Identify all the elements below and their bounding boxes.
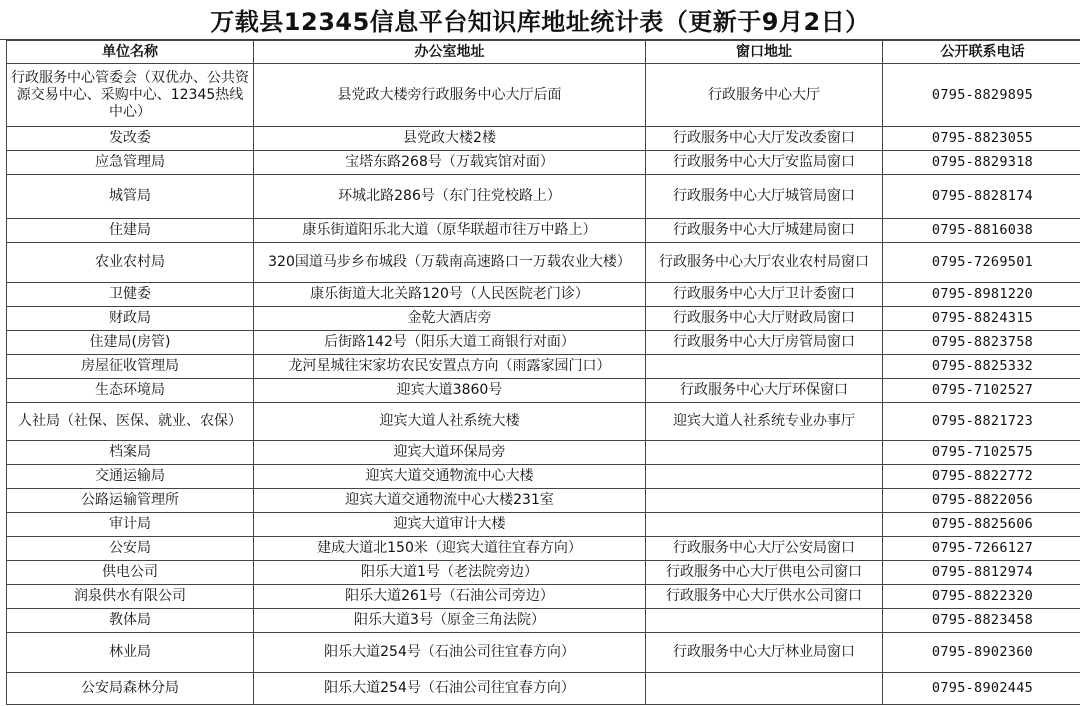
cell-window: 行政服务中心大厅安监局窗口	[646, 151, 883, 175]
cell-phone: 0795-8823458	[883, 609, 1080, 633]
cell-office: 阳乐大道254号（石油公司往宜春方向）	[254, 633, 646, 673]
cell-unit: 公路运输管理所	[7, 489, 254, 513]
cell-phone: 0795-8825606	[883, 513, 1080, 537]
page-title: 万载县12345信息平台知识库地址统计表（更新于9月2日）	[210, 8, 870, 36]
cell-office: 金乾大酒店旁	[254, 307, 646, 331]
cell-office: 迎宾大道交通物流中心大楼231室	[254, 489, 646, 513]
cell-phone: 0795-7102527	[883, 379, 1080, 403]
table-row	[7, 175, 1080, 219]
cell-window: 行政服务中心大厅城建局窗口	[646, 219, 883, 243]
cell-office: 建成大道北150米（迎宾大道往宜春方向）	[254, 537, 646, 561]
title-row	[0, 0, 1080, 40]
table-row	[7, 307, 1080, 331]
table-row	[7, 219, 1080, 243]
cell-phone: 0795-8821723	[883, 403, 1080, 441]
cell-phone: 0795-8828174	[883, 175, 1080, 219]
cell-office: 迎宾大道人社系统大楼	[254, 403, 646, 441]
cell-unit: 财政局	[7, 307, 254, 331]
table-row	[7, 489, 1080, 513]
cell-office: 县党政大楼2楼	[254, 127, 646, 151]
cell-unit: 城管局	[7, 175, 254, 219]
table-row	[7, 151, 1080, 175]
cell-office: 迎宾大道环保局旁	[254, 441, 646, 465]
cell-office: 康乐街道大北关路120号（人民医院老门诊）	[254, 283, 646, 307]
cell-phone: 0795-7102575	[883, 441, 1080, 465]
table-row	[7, 673, 1080, 705]
cell-window: 迎宾大道人社系统专业办事厅	[646, 403, 883, 441]
column-header-window: 窗口地址	[646, 41, 883, 64]
cell-unit: 教体局	[7, 609, 254, 633]
cell-phone: 0795-7269501	[883, 243, 1080, 283]
cell-office: 迎宾大道交通物流中心大楼	[254, 465, 646, 489]
cell-phone: 0795-8902360	[883, 633, 1080, 673]
cell-unit: 审计局	[7, 513, 254, 537]
cell-window	[646, 513, 883, 537]
column-header-phone: 公开联系电话	[883, 41, 1080, 64]
cell-office: 康乐街道阳乐北大道（原华联超市往万中路上）	[254, 219, 646, 243]
cell-unit: 交通运输局	[7, 465, 254, 489]
table-row	[7, 441, 1080, 465]
cell-window: 行政服务中心大厅卫计委窗口	[646, 283, 883, 307]
cell-phone: 0795-7266127	[883, 537, 1080, 561]
table-row	[7, 379, 1080, 403]
cell-window: 行政服务中心大厅城管局窗口	[646, 175, 883, 219]
table-row	[7, 465, 1080, 489]
column-header-office: 办公室地址	[254, 41, 646, 64]
cell-window	[646, 465, 883, 489]
cell-window	[646, 609, 883, 633]
cell-window: 行政服务中心大厅财政局窗口	[646, 307, 883, 331]
cell-office: 宝塔东路268号（万载宾馆对面）	[254, 151, 646, 175]
cell-phone: 0795-8981220	[883, 283, 1080, 307]
cell-office: 阳乐大道1号（老法院旁边）	[254, 561, 646, 585]
cell-unit: 住建局(房管)	[7, 331, 254, 355]
cell-phone: 0795-8829895	[883, 64, 1080, 127]
cell-window	[646, 355, 883, 379]
cell-window: 行政服务中心大厅供电公司窗口	[646, 561, 883, 585]
cell-window: 行政服务中心大厅发改委窗口	[646, 127, 883, 151]
cell-phone: 0795-8822320	[883, 585, 1080, 609]
cell-unit: 公安局	[7, 537, 254, 561]
cell-window	[646, 673, 883, 705]
cell-unit: 住建局	[7, 219, 254, 243]
cell-office: 环城北路286号（东门往党校路上）	[254, 175, 646, 219]
cell-unit: 林业局	[7, 633, 254, 673]
cell-office: 320国道马步乡布城段（万载南高速路口一万载农业大楼）	[254, 243, 646, 283]
cell-unit: 发改委	[7, 127, 254, 151]
cell-phone: 0795-8822056	[883, 489, 1080, 513]
cell-office: 县党政大楼旁行政服务中心大厅后面	[254, 64, 646, 127]
table-row	[7, 561, 1080, 585]
table-row	[7, 585, 1080, 609]
cell-unit: 公安局森林分局	[7, 673, 254, 705]
cell-unit: 应急管理局	[7, 151, 254, 175]
table-row	[7, 403, 1080, 441]
cell-window: 行政服务中心大厅农业农村局窗口	[646, 243, 883, 283]
cell-office: 阳乐大道3号（原金三角法院）	[254, 609, 646, 633]
table-row	[7, 537, 1080, 561]
cell-unit: 生态环境局	[7, 379, 254, 403]
cell-window: 行政服务中心大厅林业局窗口	[646, 633, 883, 673]
cell-phone: 0795-8822772	[883, 465, 1080, 489]
cell-phone: 0795-8812974	[883, 561, 1080, 585]
cell-unit: 房屋征收管理局	[7, 355, 254, 379]
cell-window	[646, 441, 883, 465]
cell-office: 阳乐大道261号（石油公司旁边）	[254, 585, 646, 609]
cell-window: 行政服务中心大厅	[646, 64, 883, 127]
cell-phone: 0795-8824315	[883, 307, 1080, 331]
cell-phone: 0795-8825332	[883, 355, 1080, 379]
cell-phone: 0795-8823758	[883, 331, 1080, 355]
cell-window: 行政服务中心大厅房管局窗口	[646, 331, 883, 355]
cell-unit: 行政服务中心管委会（双优办、公共资源交易中心、采购中心、12345热线中心）	[7, 64, 254, 127]
cell-phone: 0795-8823055	[883, 127, 1080, 151]
table-row	[7, 283, 1080, 307]
column-header-unit: 单位名称	[7, 41, 254, 64]
cell-phone: 0795-8902445	[883, 673, 1080, 705]
cell-window: 行政服务中心大厅公安局窗口	[646, 537, 883, 561]
table-body	[7, 64, 1080, 705]
cell-window	[646, 489, 883, 513]
address-table	[6, 40, 1080, 705]
cell-office: 后街路142号（阳乐大道工商银行对面）	[254, 331, 646, 355]
cell-unit: 卫健委	[7, 283, 254, 307]
table-row	[7, 633, 1080, 673]
table-row	[7, 609, 1080, 633]
table-row	[7, 331, 1080, 355]
cell-unit: 档案局	[7, 441, 254, 465]
cell-office: 阳乐大道254号（石油公司往宜春方向）	[254, 673, 646, 705]
cell-office: 迎宾大道3860号	[254, 379, 646, 403]
cell-phone: 0795-8816038	[883, 219, 1080, 243]
cell-window: 行政服务中心大厅环保窗口	[646, 379, 883, 403]
cell-unit: 供电公司	[7, 561, 254, 585]
cell-unit: 人社局（社保、医保、就业、农保）	[7, 403, 254, 441]
cell-unit: 农业农村局	[7, 243, 254, 283]
cell-office: 迎宾大道审计大楼	[254, 513, 646, 537]
cell-window: 行政服务中心大厅供水公司窗口	[646, 585, 883, 609]
table-row	[7, 513, 1080, 537]
header-row	[7, 41, 1080, 64]
table-row	[7, 127, 1080, 151]
cell-unit: 润泉供水有限公司	[7, 585, 254, 609]
table-row	[7, 355, 1080, 379]
cell-office: 龙河星城往宋家坊农民安置点方向（雨露家园门口）	[254, 355, 646, 379]
table-row	[7, 64, 1080, 127]
table-row	[7, 243, 1080, 283]
cell-phone: 0795-8829318	[883, 151, 1080, 175]
